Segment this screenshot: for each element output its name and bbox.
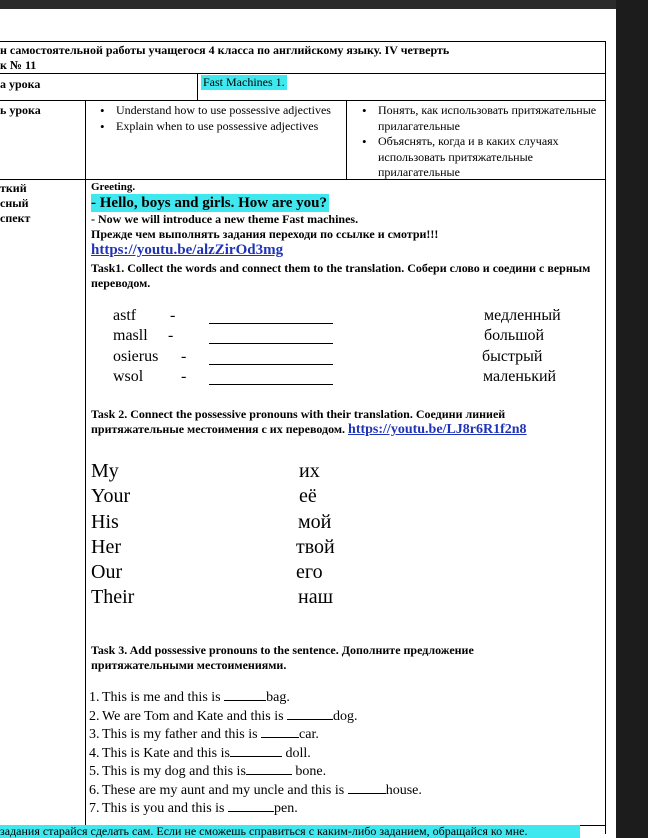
greeting-text: Greeting.	[91, 181, 136, 193]
list-item: 5. This is my dog and this is bone.	[89, 764, 327, 779]
table-border-top	[0, 41, 606, 42]
scrambled-word: wsol	[113, 368, 144, 385]
task1-heading: Task1. Collect the words and connect them to the translation. Собери слово и соедини с верным переводом.	[91, 261, 591, 290]
translation-word: медленный	[484, 307, 561, 324]
task2-heading: Task 2. Connect the possessive pronouns with their translation. Соедини линией	[91, 407, 506, 421]
lesson-number: к № 11	[0, 58, 37, 72]
word-dash: -	[181, 348, 187, 365]
table-border-right	[605, 41, 606, 834]
window-top-bar	[0, 0, 648, 9]
list-item: 2. We are Tom and Kate and this is dog.	[89, 708, 358, 724]
sentences-list	[89, 688, 422, 818]
list-item: • Explain when to use possessive adjectives	[88, 119, 343, 135]
list-item: Her	[91, 535, 121, 558]
list-item: 4. This is Kate and this is doll.	[89, 745, 311, 761]
intro-text: - Now we will introduce a new theme Fast machines.	[91, 212, 359, 226]
scrambled-word: masll	[113, 327, 148, 344]
goals-english-list	[88, 103, 343, 134]
table-column-divider	[85, 100, 86, 834]
list-item: Our	[91, 561, 123, 584]
list-item: 6. These are my aunt and my uncle and this is house.	[89, 782, 422, 798]
answer-line	[209, 384, 333, 385]
task3-heading: Task 3. Add possessive pronouns to the sentence. Дополните предложение	[91, 643, 474, 657]
pronouns-russian-column	[296, 459, 335, 611]
answer-line	[209, 343, 333, 344]
task2-heading-line2: притяжательные местоимения с их переводом. https://youtu.be/LJ8r6R1f2n8	[91, 422, 527, 437]
list-item: его	[296, 561, 323, 584]
list-item: 3. This is my father and this is car.	[89, 727, 319, 742]
answer-line	[209, 323, 333, 324]
list-item: Your	[91, 485, 131, 508]
list-item: My	[91, 460, 119, 482]
video-link-2[interactable]: https://youtu.be/LJ8r6R1f2n8	[348, 422, 527, 437]
list-item: мой	[298, 510, 332, 533]
word-dash: -	[170, 307, 176, 324]
list-item: 7. This is you and this is pen.	[89, 801, 298, 816]
table-column-divider	[197, 73, 198, 100]
scrambled-word: astf	[113, 307, 137, 324]
word-dash: -	[168, 327, 174, 344]
document-page	[0, 9, 616, 838]
footer-note: задания старайся сделать сам. Если не сможешь справиться с каким-либо заданием, обращайся ко мне.	[0, 825, 580, 838]
list-item: её	[299, 485, 317, 508]
list-item: • Understand how to use possessive adjectives	[88, 103, 343, 119]
goals-russian-list	[350, 103, 604, 181]
translation-word: быстрый	[482, 348, 543, 365]
answer-line	[209, 364, 333, 365]
table-row-divider	[0, 100, 606, 101]
pronouns-english-column	[91, 459, 134, 611]
instruction-text: Прежде чем выполнять задания переходи по ссылке и смотри!!!	[91, 227, 439, 241]
window-right-edge	[616, 0, 648, 838]
hello-text: - Hello, boys and girls. How are you?	[91, 195, 327, 211]
list-item: наш	[298, 586, 333, 609]
table-column-divider	[346, 100, 347, 179]
list-item: His	[91, 510, 119, 533]
document-title: н самостоятельной работы учащегося 4 класса по английскому языку. IV четверть	[0, 43, 450, 57]
video-link-1[interactable]: https://youtu.be/alzZirOd3mg	[91, 242, 284, 258]
list-item: твой	[296, 535, 335, 558]
list-item: Their	[91, 586, 135, 609]
list-item: • Объяснять, когда и в каких случаях использовать притяжательные прилагательные	[350, 134, 604, 181]
list-item: 1. This is me and this is bag.	[89, 690, 290, 705]
word-dash: -	[181, 368, 187, 385]
topic-value: Fast Machines 1.	[203, 75, 285, 89]
goal-label: ь урока	[0, 103, 41, 117]
translation-word: маленький	[483, 368, 557, 385]
topic-label: а урока	[0, 77, 41, 91]
summary-label: ткий сный спект	[0, 181, 31, 225]
list-item: их	[299, 460, 320, 482]
task3-heading-line2: притяжательными местоимениями.	[91, 658, 287, 672]
translation-word: большой	[484, 327, 545, 344]
scrambled-word: osierus	[113, 348, 159, 365]
list-item: • Понять, как использовать притяжательные прилагательные	[350, 103, 604, 134]
table-row-divider	[0, 73, 606, 74]
